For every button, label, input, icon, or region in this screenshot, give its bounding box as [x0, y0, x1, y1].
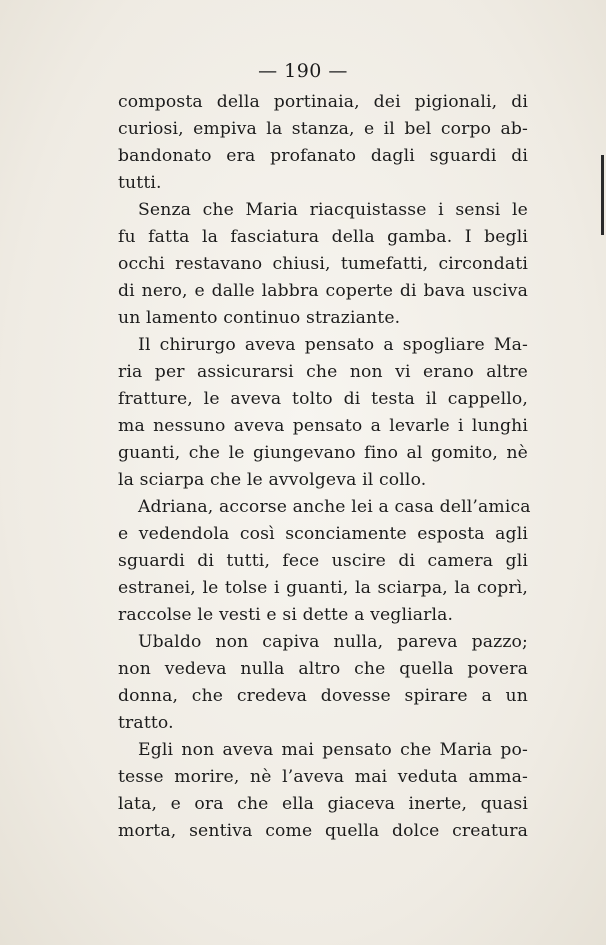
text-line: lata, e ora che ella giaceva inerte, quasi: [118, 794, 528, 814]
text-line: ma nessuno aveva pensato a levarle i lunghi: [118, 416, 528, 436]
text-line: fratture, le aveva tolto di testa il cappello,: [118, 389, 528, 409]
text-line: tesse morire, nè l’aveva mai veduta amma-: [118, 767, 528, 787]
text-line: morta, sentiva come quella dolce creatura: [118, 821, 528, 841]
text-line: Adriana, accorse anche lei a casa dell’amica: [138, 497, 531, 517]
page-number: — 190 —: [258, 60, 348, 82]
text-line: Senza che Maria riacquistasse i sensi le: [138, 200, 528, 220]
body-text: [118, 89, 531, 845]
text-line: Egli non aveva mai pensato che Maria po-: [138, 740, 528, 760]
text-line: curiosi, empiva la stanza, e il bel corpo ab-: [118, 119, 528, 139]
text-line: e vedendola così sconciamente esposta agli: [118, 524, 528, 544]
text-line: sguardi di tutti, fece uscire di camera gli: [118, 551, 528, 571]
text-line: Ubaldo non capiva nulla, pareva pazzo;: [138, 632, 528, 652]
text-line: ria per assicurarsi che non vi erano altre: [118, 362, 528, 382]
text-line: estranei, le tolse i guanti, la sciarpa, la coprì,: [118, 578, 528, 598]
text-line: fu fatta la fasciatura della gamba. I begli: [118, 227, 528, 247]
text-line: non vedeva nulla altro che quella povera: [118, 659, 528, 679]
text-line: tutti.: [118, 173, 162, 193]
text-line: raccolse le vesti e si dette a vegliarla.: [118, 605, 454, 625]
text-line: guanti, che le giungevano fino al gomito, nè: [118, 443, 528, 463]
text-line: donna, che credeva dovesse spirare a un: [118, 686, 528, 706]
text-line: la sciarpa che le avvolgeva il collo.: [118, 470, 427, 490]
text-line: un lamento continuo straziante.: [118, 308, 401, 328]
text-line: Il chirurgo aveva pensato a spogliare Ma-: [138, 335, 528, 355]
text-line: bandonato era profanato dagli sguardi di: [118, 146, 528, 166]
text-line: tratto.: [118, 713, 174, 733]
page-edge-mark: [601, 155, 604, 235]
text-line: occhi restavano chiusi, tumefatti, circondati: [118, 254, 528, 274]
text-line: di nero, e dalle labbra coperte di bava usciva: [118, 281, 528, 301]
text-line: composta della portinaia, dei pigionali, di: [118, 92, 528, 112]
